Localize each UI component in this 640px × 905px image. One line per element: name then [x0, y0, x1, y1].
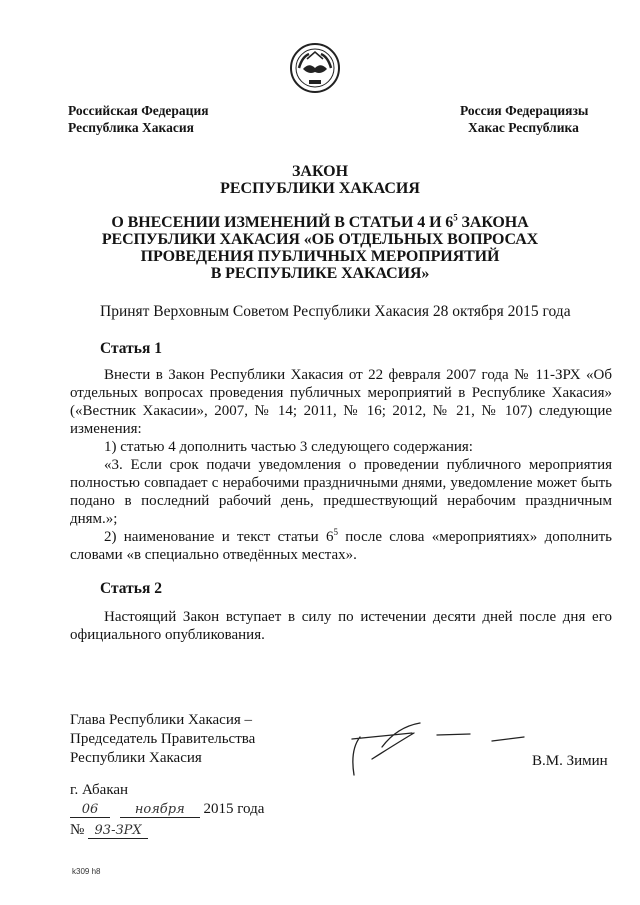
law-number-line	[70, 822, 148, 839]
law-title-line4: В РЕСПУБЛИКЕ ХАКАСИЯ»	[210, 265, 430, 282]
article2-heading: Статья 2	[100, 580, 162, 597]
article2-paragraph1: Настоящий Закон вступает в силу по истечении десяти дней после дня его официального опубликования.	[70, 609, 612, 643]
law-label: ЗАКОН	[291, 163, 349, 180]
header-left-line1: Российская Федерация	[68, 103, 209, 118]
signatory-line1: Глава Республики Хакасия –	[70, 712, 253, 728]
article1-p4-a: 2) наименование и текст статьи 6	[104, 529, 334, 545]
signatory-title	[70, 711, 255, 768]
city: г. Абакан	[70, 782, 129, 798]
article1-paragraph3: «3. Если срок подачи уведомления о проведении публичного мероприятия полностью совпадает с нерабочими праздничными днями, уведомление может быть подано в последний рабочий день, предшествующий нерабочим праздничным дням.»;	[70, 457, 612, 527]
law-title-line3: ПРОВЕДЕНИЯ ПУБЛИЧНЫХ МЕРОПРИЯТИЙ	[140, 248, 500, 265]
header-right-line2: Хакас Республика	[468, 120, 579, 135]
article1-body	[70, 366, 612, 564]
law-title-line1-b: ЗАКОНА	[457, 214, 529, 231]
signatory-name: В.М. Зимин	[532, 753, 608, 769]
law-title	[60, 214, 580, 282]
article1-paragraph4	[70, 528, 612, 564]
signatory-line3: Республики Хакасия	[70, 750, 202, 766]
law-region: РЕСПУБЛИКИ ХАКАСИЯ	[220, 180, 420, 197]
law-title-line1-a: О ВНЕСЕНИИ ИЗМЕНЕНИЙ В СТАТЬИ 4 И 6	[111, 214, 454, 231]
article1-paragraph1: Внести в Закон Республики Хакасия от 22 февраля 2007 года № 11-ЗРХ «Об отдельных вопросах проведения публичных мероприятий в Республике Хакасия» («Вестник Хакасии», 2007, № 14; 2011, № 16; 2012, № 21, № 107) следующие изменения:	[70, 367, 612, 437]
date-year: 2015 года	[203, 801, 265, 817]
header-right-line1: Россия Федерациязы	[460, 103, 589, 118]
article1-paragraph2: 1) статью 4 дополнить частью 3 следующего содержания:	[104, 439, 473, 455]
date-month-handwritten: ноября	[120, 802, 200, 818]
article2-body	[70, 608, 612, 644]
header-right	[460, 102, 588, 136]
article1-heading: Статья 1	[100, 340, 162, 357]
header-left	[68, 102, 209, 136]
handwritten-signature	[342, 715, 532, 785]
law-title-superscript: 5	[453, 212, 458, 223]
article1-p4-b: после слова «мероприятиях» дополнить словами «в специально отведённых местах».	[70, 529, 612, 563]
law-title-line1	[60, 214, 580, 231]
header-left-line2: Республика Хакасия	[68, 120, 194, 135]
footer-code: k309 h8	[72, 867, 101, 876]
signatory-line2: Председатель Правительства	[70, 731, 256, 747]
adoption-line: Принят Верховным Советом Республики Хакасия 28 октября 2015 года	[100, 303, 571, 320]
date-line	[70, 801, 264, 818]
coat-of-arms-emblem	[289, 42, 341, 94]
law-number-prefix: №	[70, 822, 85, 838]
law-number-handwritten: 93-ЗРХ	[88, 823, 148, 839]
date-day-handwritten: 06	[70, 802, 110, 818]
article1-p4-superscript: 5	[333, 527, 338, 537]
law-title-line2: РЕСПУБЛИКИ ХАКАСИЯ «ОБ ОТДЕЛЬНЫХ ВОПРОСАХ	[101, 231, 539, 248]
